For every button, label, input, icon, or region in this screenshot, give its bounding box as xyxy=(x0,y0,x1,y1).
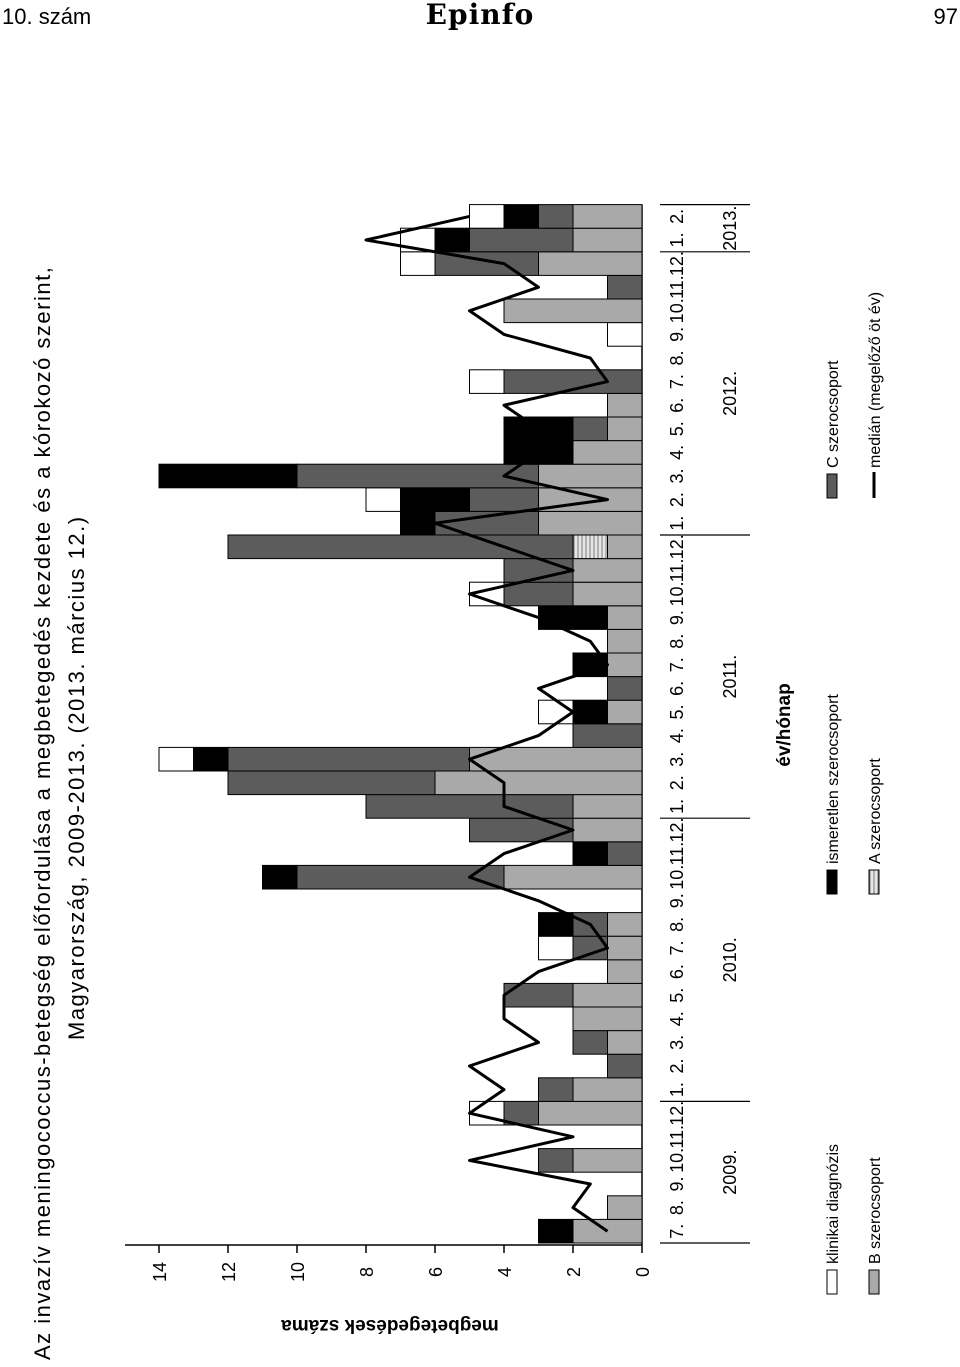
bar-segment xyxy=(608,700,643,724)
bar-segment xyxy=(539,511,643,535)
legend-swatch xyxy=(827,474,837,498)
month-label: 7. xyxy=(667,1223,687,1239)
bar-segment xyxy=(470,205,505,229)
month-label: 11. xyxy=(667,1124,687,1149)
month-label: 2. xyxy=(667,1058,687,1074)
bar-segment xyxy=(608,1054,643,1078)
month-label: 4. xyxy=(667,728,687,744)
bar-segment xyxy=(539,1149,574,1173)
bar-segment xyxy=(573,1149,642,1173)
bar-segment xyxy=(608,275,643,299)
bar-segment xyxy=(470,488,539,512)
bar-segment xyxy=(504,205,539,229)
bar-segment xyxy=(401,488,470,512)
month-label: 11. xyxy=(667,275,687,300)
bar-segment xyxy=(608,393,643,417)
month-label: 3. xyxy=(667,468,687,484)
bar-segment xyxy=(435,228,470,252)
year-label: 2011. xyxy=(720,654,740,699)
bar-segment xyxy=(470,818,574,842)
month-label: 9. xyxy=(667,326,687,342)
year-label: 2009. xyxy=(720,1149,740,1195)
month-label: 6. xyxy=(667,397,687,413)
month-label: 11. xyxy=(667,558,687,583)
bar-segment xyxy=(573,1078,642,1102)
bar-segment xyxy=(573,205,642,229)
month-label: 10. xyxy=(667,581,687,607)
bar-segment xyxy=(608,606,643,630)
month-label: 3. xyxy=(667,1034,687,1050)
year-label: 2013. xyxy=(720,205,740,251)
bar-segment xyxy=(539,1101,643,1125)
legend-label: klinikai diagnózis xyxy=(825,1143,842,1264)
page-number: 97 xyxy=(933,4,958,29)
month-label: 5. xyxy=(667,704,687,720)
bar-segment xyxy=(608,1031,643,1055)
bar-segment xyxy=(159,464,297,488)
bar-segment xyxy=(573,228,642,252)
legend-swatch xyxy=(827,1270,837,1294)
legend-label: medián (megelőző öt év) xyxy=(867,291,884,468)
bar-segment xyxy=(608,842,643,866)
month-label: 1. xyxy=(667,798,687,814)
bar-segment xyxy=(539,913,574,937)
bar-segment xyxy=(539,1219,574,1243)
bar-segment xyxy=(573,582,642,606)
bar-segment xyxy=(366,795,573,819)
bar-segment xyxy=(504,582,573,606)
month-label: 10. xyxy=(667,298,687,324)
bar-segment xyxy=(470,228,574,252)
bar-segment xyxy=(504,865,642,889)
bar-segment xyxy=(608,960,643,984)
month-label: 8. xyxy=(667,1200,687,1216)
month-label: 6. xyxy=(667,964,687,980)
month-label: 9. xyxy=(667,610,687,626)
bar-segment xyxy=(573,818,642,842)
month-label: 8. xyxy=(667,916,687,932)
month-label: 12. xyxy=(667,534,687,560)
month-label: 9. xyxy=(667,1176,687,1192)
year-label: 2012. xyxy=(720,370,740,416)
year-label: 2010. xyxy=(720,937,740,983)
chart-title-line1: Az invazív meningococcus-betegség előfordulása a megbetegedés kezdete és a kórokozó szerint, xyxy=(30,265,55,1360)
issue-number: 10. szám xyxy=(2,4,92,29)
bar-segment xyxy=(539,464,643,488)
value-tick-label: 14 xyxy=(150,1261,170,1283)
month-label: 5. xyxy=(667,987,687,1003)
bar-segment xyxy=(228,535,573,559)
bar-segment xyxy=(539,700,574,724)
bar-segment xyxy=(608,417,643,441)
bar-segment xyxy=(573,559,642,583)
value-tick-label: 6 xyxy=(426,1266,446,1278)
legend-swatch xyxy=(827,870,837,894)
bar-segment xyxy=(539,936,574,960)
bar-segment xyxy=(608,913,643,937)
x-axis-title: év/hónap xyxy=(774,683,795,767)
month-label: 2. xyxy=(667,208,687,224)
bar-segment xyxy=(608,323,643,347)
bar-segment xyxy=(608,653,643,677)
legend-label: B szerocsoport xyxy=(867,1157,884,1264)
month-label: 1. xyxy=(667,232,687,248)
bar-segment xyxy=(539,252,643,276)
brand-logo: Epinfo xyxy=(425,0,535,31)
bar-segment xyxy=(228,747,470,771)
bar-segment xyxy=(608,629,643,653)
chart-title-line2: Magyarország, 2009-2013. (2013. március 12.) xyxy=(64,515,89,1040)
bar-segment xyxy=(470,370,505,394)
bar-segment xyxy=(573,417,608,441)
legend-swatch xyxy=(869,870,879,894)
bar-segment xyxy=(573,983,642,1007)
bar-segment xyxy=(159,747,194,771)
month-label: 7. xyxy=(667,374,687,390)
y-axis-title: megbetegedések száma xyxy=(281,1315,499,1336)
legend-label: ismeretlen szerocsoport xyxy=(825,694,842,864)
month-label: 1. xyxy=(667,515,687,531)
legend-label: C szerocsoport xyxy=(825,360,842,468)
month-label: 1. xyxy=(667,1082,687,1098)
month-label: 4. xyxy=(667,444,687,460)
bar-segment xyxy=(194,747,229,771)
bar-segment xyxy=(539,1078,574,1102)
month-label: 4. xyxy=(667,1011,687,1027)
value-tick-label: 4 xyxy=(495,1266,515,1278)
month-label: 2. xyxy=(667,775,687,791)
month-label: 7. xyxy=(667,940,687,956)
month-label: 6. xyxy=(667,680,687,696)
bar-segment xyxy=(401,511,436,535)
legend-label: A szerocsoport xyxy=(867,758,884,864)
month-label: 12. xyxy=(667,251,687,277)
month-label: 3. xyxy=(667,751,687,767)
month-label: 8. xyxy=(667,633,687,649)
bar-segment xyxy=(539,606,608,630)
plot-area xyxy=(125,205,750,1282)
bar-segment xyxy=(573,795,642,819)
month-label: 9. xyxy=(667,893,687,909)
month-label: 2. xyxy=(667,492,687,508)
value-tick-label: 10 xyxy=(288,1261,308,1283)
bar-segment xyxy=(366,488,401,512)
value-tick-label: 12 xyxy=(219,1261,239,1283)
bar-segment xyxy=(573,700,608,724)
bar-segment xyxy=(608,535,643,559)
bar-segment xyxy=(573,724,642,748)
bar-segment xyxy=(263,865,298,889)
month-label: 8. xyxy=(667,350,687,366)
bar-segment xyxy=(401,252,436,276)
month-label: 12. xyxy=(667,817,687,843)
month-label: 10. xyxy=(667,864,687,890)
value-tick-label: 8 xyxy=(357,1266,377,1278)
bar-segment xyxy=(573,1031,608,1055)
bar-segment xyxy=(608,936,643,960)
bar-segment xyxy=(297,464,539,488)
bar-segment xyxy=(228,771,435,795)
bar-segment xyxy=(608,677,643,701)
bar-segment xyxy=(539,205,574,229)
legend-swatch xyxy=(869,1270,879,1294)
value-tick-label: 0 xyxy=(633,1266,653,1278)
month-label: 11. xyxy=(667,841,687,866)
bar-segment xyxy=(608,1196,643,1220)
month-label: 5. xyxy=(667,421,687,437)
month-label: 7. xyxy=(667,657,687,673)
bar-segment xyxy=(573,441,642,465)
value-tick-label: 2 xyxy=(564,1266,584,1278)
month-label: 12. xyxy=(667,1100,687,1126)
bar-segment xyxy=(435,771,642,795)
bar-segment xyxy=(573,842,608,866)
bar-segment xyxy=(573,535,608,559)
month-label: 10. xyxy=(667,1147,687,1173)
bar-segment xyxy=(504,299,642,323)
legend xyxy=(825,292,884,1294)
bar-segment xyxy=(573,1007,642,1031)
